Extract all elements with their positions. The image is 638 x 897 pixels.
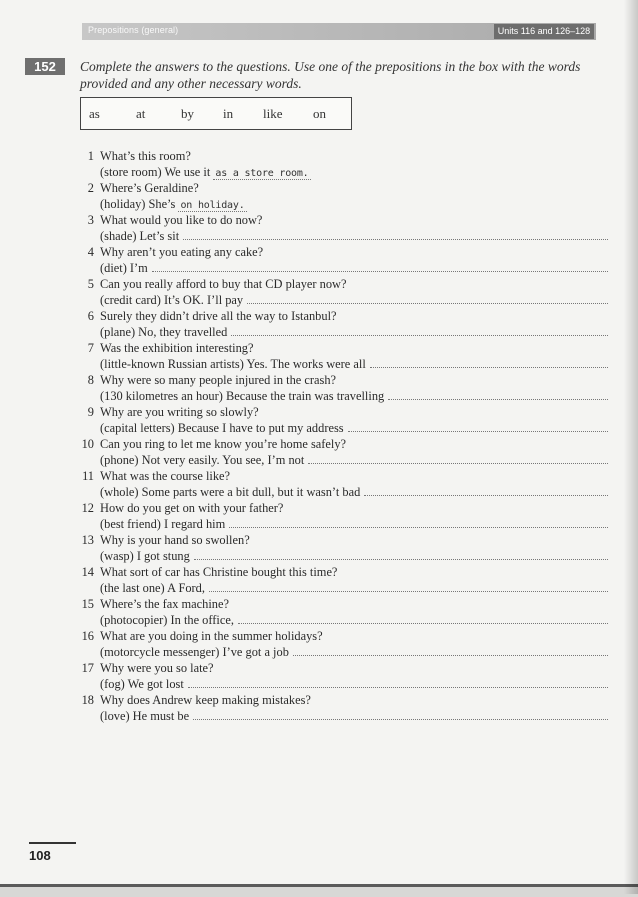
question-text: Can you ring to let me know you’re home safely?	[100, 437, 347, 451]
question-item	[78, 596, 608, 628]
answer-blank[interactable]	[238, 623, 608, 624]
answer-prompt-text: (phone) Not very easily. You see, I’m not	[100, 453, 305, 467]
answer-blank[interactable]	[370, 367, 608, 368]
question-item	[78, 660, 608, 692]
question-text: Where’s Geraldine?	[100, 181, 199, 195]
question-text: Why were so many people injured in the crash?	[100, 373, 337, 387]
answer-blank[interactable]	[188, 687, 608, 688]
answer-prompt-text: (credit card) It’s OK. I’ll pay	[100, 293, 244, 307]
question-text: How do you get on with your father?	[100, 501, 284, 515]
answer-prompt	[100, 548, 190, 564]
unit-reference: Units 116 and 126–128	[494, 24, 594, 39]
preposition-word: in	[223, 106, 234, 121]
question-list	[78, 148, 608, 724]
handwritten-answer: on holiday.	[180, 200, 245, 211]
answer-prompt	[100, 420, 344, 436]
question-number: 10	[81, 437, 94, 451]
question-text: Why were you so late?	[100, 661, 214, 675]
question-number: 18	[81, 693, 94, 707]
answer-prompt-text: (130 kilometres an hour) Because the train was travelling	[100, 389, 385, 403]
answer-blank[interactable]	[152, 271, 608, 272]
question-item	[78, 628, 608, 660]
question-number: 1	[87, 149, 94, 163]
answer-prompt	[100, 484, 360, 500]
page-binding-shadow	[624, 0, 638, 894]
question-text: What was the course like?	[100, 469, 231, 483]
question-number: 9	[87, 405, 94, 419]
question-item	[78, 180, 608, 212]
question-item	[78, 500, 608, 532]
answer-prompt	[100, 324, 227, 340]
answer-prompt-text: (wasp) I got stung	[100, 549, 190, 563]
section-title: Prepositions (general)	[88, 25, 179, 35]
question-number: 13	[81, 533, 94, 547]
answer-blank[interactable]	[183, 239, 608, 240]
answer-blank[interactable]	[247, 303, 608, 304]
question-text: What are you doing in the summer holidays?	[100, 629, 323, 643]
page-number: 108	[29, 848, 51, 863]
exercise-number: 152	[25, 58, 65, 75]
question-number: 17	[81, 661, 94, 675]
question-text: What sort of car has Christine bought this time?	[100, 565, 338, 579]
answer-prompt-text: (the last one) A Ford,	[100, 581, 205, 595]
question-item	[78, 148, 608, 180]
question-item	[78, 308, 608, 340]
question-text: What would you like to do now?	[100, 213, 263, 227]
answer-prompt	[100, 452, 304, 468]
answer-prompt-text: (holiday) She’s	[100, 197, 176, 211]
question-item	[78, 692, 608, 724]
answer-blank[interactable]	[194, 559, 608, 560]
question-number: 7	[87, 341, 94, 355]
answer-prompt	[100, 708, 189, 724]
answer-blank[interactable]	[308, 463, 608, 464]
preposition-word: at	[136, 106, 146, 121]
question-item	[78, 340, 608, 372]
footer-rule	[29, 842, 76, 844]
question-item	[78, 468, 608, 500]
answer-blank[interactable]	[293, 655, 608, 656]
question-item	[78, 564, 608, 596]
answer-blank[interactable]	[209, 591, 608, 592]
answer-blank[interactable]	[229, 527, 608, 528]
answer-prompt-text: (shade) Let’s sit	[100, 229, 180, 243]
answer-prompt-text: (store room) We use it	[100, 165, 211, 179]
question-text: What’s this room?	[100, 149, 191, 163]
answer-blank[interactable]	[231, 335, 608, 336]
question-text: Where’s the fax machine?	[100, 597, 230, 611]
question-text: Can you really afford to buy that CD player now?	[100, 277, 347, 291]
question-number: 6	[87, 309, 94, 323]
answer-prompt-text: (capital letters) Because I have to put my address	[100, 421, 344, 435]
question-item	[78, 404, 608, 436]
handwritten-answer: as a store room.	[215, 168, 309, 179]
question-text: Why are you writing so slowly?	[100, 405, 259, 419]
answer-prompt-text: (little-known Russian artists) Yes. The works were all	[100, 357, 366, 371]
question-text: Why aren’t you eating any cake?	[100, 245, 264, 259]
answer-prompt	[100, 644, 289, 660]
question-number: 4	[87, 245, 94, 259]
exercise-instructions: Complete the answers to the questions. Use one of the prepositions in the box with the words provided and any other necessary words.	[80, 59, 581, 91]
answer-prompt	[100, 676, 184, 692]
preposition-word: on	[313, 106, 326, 121]
answer-prompt-text: (love) He must be	[100, 709, 190, 723]
page-bottom-edge	[0, 884, 638, 897]
question-number: 2	[87, 181, 94, 195]
answer-prompt	[100, 612, 234, 628]
preposition-word: by	[181, 106, 194, 121]
answer-prompt-text: (whole) Some parts were a bit dull, but it wasn’t bad	[100, 485, 361, 499]
question-number: 5	[87, 277, 94, 291]
question-item	[78, 212, 608, 244]
question-number: 15	[81, 597, 94, 611]
answer-prompt	[100, 516, 225, 532]
question-item	[78, 372, 608, 404]
question-text: Was the exhibition interesting?	[100, 341, 254, 355]
answer-prompt-text: (photocopier) In the office,	[100, 613, 234, 627]
question-number: 8	[87, 373, 94, 387]
answer-prompt	[100, 260, 148, 276]
question-item	[78, 276, 608, 308]
answer-blank[interactable]	[364, 495, 608, 496]
question-item	[78, 532, 608, 564]
answer-prompt	[100, 580, 205, 596]
question-number: 14	[81, 565, 94, 579]
answer-prompt-text: (diet) I’m	[100, 261, 148, 275]
question-text: Why is your hand so swollen?	[100, 533, 250, 547]
answer-prompt	[100, 228, 179, 244]
answer-prompt-text: (best friend) I regard him	[100, 517, 226, 531]
preposition-word: as	[89, 106, 100, 121]
question-number: 12	[81, 501, 94, 515]
answer-prompt	[100, 292, 243, 308]
question-text: Surely they didn’t drive all the way to Istanbul?	[100, 309, 337, 323]
question-number: 11	[82, 469, 94, 483]
answer-prompt-text: (fog) We got lost	[100, 677, 184, 691]
preposition-box	[80, 97, 352, 130]
question-number: 16	[81, 629, 94, 643]
answer-blank[interactable]	[388, 399, 608, 400]
question-number: 3	[87, 213, 94, 227]
answer-prompt-text: (motorcycle messenger) I’ve got a job	[100, 645, 289, 659]
answer-prompt	[100, 388, 384, 404]
preposition-word: like	[263, 106, 283, 121]
answer-blank[interactable]	[193, 719, 608, 720]
question-item	[78, 436, 608, 468]
answer-prompt-text: (plane) No, they travelled	[100, 325, 228, 339]
question-item	[78, 244, 608, 276]
answer-blank[interactable]	[348, 431, 608, 432]
question-text: Why does Andrew keep making mistakes?	[100, 693, 311, 707]
answer-prompt	[100, 356, 366, 372]
